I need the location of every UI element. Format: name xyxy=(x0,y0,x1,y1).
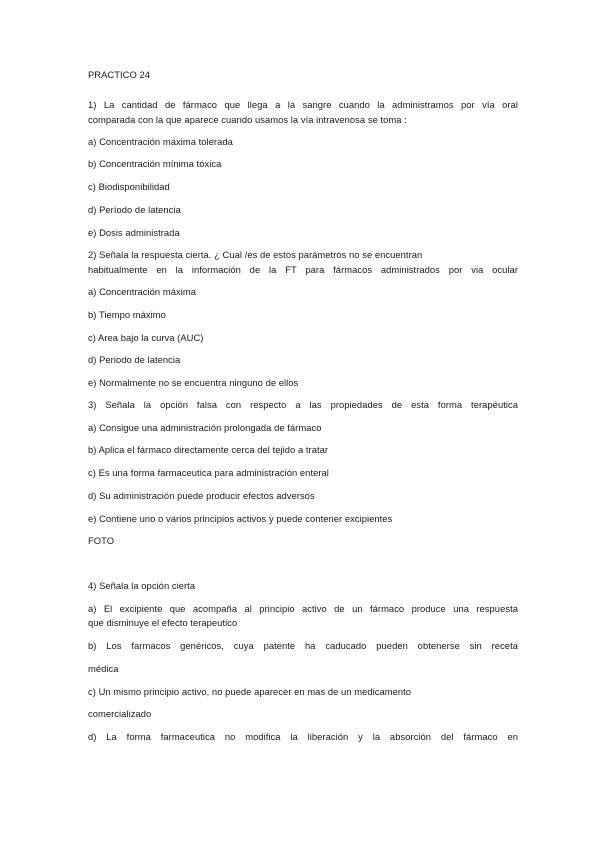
page-title: PRACTICO 24 xyxy=(88,69,151,80)
question-4-option-a-line-2: que disminuye el efecto terapeutico xyxy=(88,617,238,628)
question-2-option-e: e) Normalmente no se encuentra ninguno de ellos xyxy=(88,377,299,388)
question-1-option-a: a) Concentración máxima tolerada xyxy=(88,136,233,147)
photo-label: FOTO xyxy=(88,535,115,546)
question-4-option-d-line-1: d) La forma farmaceutica no modifica la liberación y la absorción del fármaco en xyxy=(88,731,518,742)
question-2-option-a: a) Concentración máxima xyxy=(88,286,196,297)
question-1-option-c: c) Biodisponibilidad xyxy=(88,181,170,192)
question-4-option-c-line-2: comercializado xyxy=(88,708,152,719)
question-2-line-2: habitualmente en la información de la FT para fármacos administrados por via ocular xyxy=(88,264,518,275)
question-4-option-a-line-1: a) El excipiente que acompaña al principio activo de un fármaco produce una respuesta xyxy=(88,603,518,614)
question-1-line-1: 1) La cantidad de fármaco que llega a la sangre cuando la administramos por vía oral xyxy=(88,99,518,110)
question-3-option-b: b) Aplica el fármaco directamente cerca del tejido a tratar xyxy=(88,444,329,455)
question-2-option-b: b) Tiempo máximo xyxy=(88,309,166,320)
question-2-line-1: 2) Señala la respuesta cierta. ¿ Cual /es de estos parámetros no se encuentran xyxy=(88,249,423,260)
question-3-option-a: a) Consigue una administración prolongada de fármaco xyxy=(88,422,322,433)
question-1-option-b: b) Concentración mínima tóxica xyxy=(88,158,222,169)
question-3-option-d: d) Su administración puede producir efectos adversos xyxy=(88,490,315,501)
question-4-line-1: 4) Señala la opción cierta xyxy=(88,580,196,591)
question-4-option-b-line-1: b) Los farmacos genéricos, cuya patente ha caducado pueden obtenerse sin receta xyxy=(88,640,518,651)
question-2-option-c: c) Area bajo la curva (AUC) xyxy=(88,332,204,343)
question-1-line-2: comparada con la que aparece cuando usamos la vía intravenosa se toma : xyxy=(88,114,407,125)
question-3-line-1: 3) Señala la opción falsa con respecto a las propiedades de esta forma terapéutica xyxy=(88,399,518,410)
question-2-option-d: d) Periodo de latencia xyxy=(88,354,181,365)
question-4-option-b-line-2: médica xyxy=(88,663,119,674)
question-1-option-d: d) Período de latencia xyxy=(88,204,181,215)
question-4-option-c-line-1: c) Un mismo principio activo, no puede aparecer en mas de un medicamento xyxy=(88,686,412,697)
question-3-option-c: c) Es una forma farmaceutica para administración enteral xyxy=(88,467,329,478)
question-3-option-e: e) Contiene uno o varios principios activos y puede contener excipientes xyxy=(88,513,393,524)
question-1-option-e: e) Dosis administrada xyxy=(88,227,180,238)
